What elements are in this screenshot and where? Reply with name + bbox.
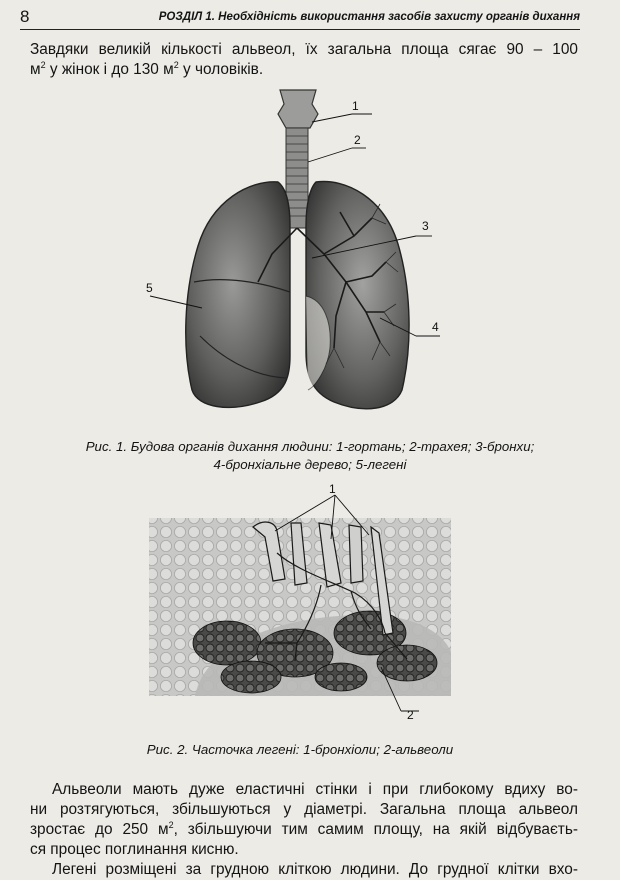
figure-1-label-3: 3 [422, 219, 429, 233]
text-line: ся процес поглинання кисню. [30, 841, 239, 858]
superscript: 2 [173, 59, 179, 70]
text-line [30, 60, 578, 80]
text-line: Легені розміщені за грудною кліткою людини. До грудної клітки вхо- [52, 861, 578, 878]
paragraph-alveoli-area [30, 40, 578, 80]
text-run: м [30, 61, 41, 78]
figure-lung-lobule [145, 483, 455, 723]
page-number: 8 [20, 7, 30, 26]
caption-line: 4-бронхіальне дерево; 5-легені [213, 457, 407, 472]
figure-2-label-1: 1 [329, 483, 336, 496]
text-run: у чоловіків. [178, 61, 264, 78]
page-header [20, 5, 580, 31]
figure-1-label-5: 5 [146, 281, 153, 295]
text-run: у жінок і до 130 м [45, 61, 174, 78]
figure-respiratory-organs [140, 86, 450, 416]
respiratory-organs-illustration [140, 86, 450, 416]
larynx-shape [278, 90, 318, 128]
figure-1-label-2: 2 [354, 133, 361, 147]
superscript: 2 [40, 59, 46, 70]
lung-lobule-illustration [145, 483, 455, 723]
figure-1-label-4: 4 [432, 320, 439, 334]
text-line: ни розтягуються, збільшуються у діаметрі. Загальна площа альвеол [30, 801, 578, 818]
text-run: , збільшуючи тим самим площу, на якій відбуваєть- [173, 821, 578, 838]
paragraph-alveoli-elasticity [30, 780, 578, 880]
figure-1-label-1: 1 [352, 99, 359, 113]
figure-1-caption [20, 438, 600, 474]
right-lung-shape [186, 182, 290, 407]
text-line: Завдяки великій кількості альвеол, їх загальна площа сягає 90 – 100 [30, 41, 578, 58]
caption-line: Рис. 1. Будова органів дихання людини: 1-гортань; 2-трахея; 3-бронхи; [85, 439, 535, 454]
figure-2-caption: Рис. 2. Часточка легені: 1-бронхіоли; 2-альвеоли [146, 742, 454, 757]
text-line: Альвеоли мають дуже еластичні стінки і при глибокому вдиху во- [52, 781, 578, 798]
header-rule [20, 29, 580, 30]
text-line [30, 820, 578, 840]
superscript: 2 [168, 819, 174, 830]
running-head: РОЗДІЛ 1. Необхідність використання засобів захисту органів дихання [158, 11, 580, 23]
text-run: зростає до 250 м [30, 821, 169, 838]
figure-2-label-2: 2 [407, 708, 414, 722]
